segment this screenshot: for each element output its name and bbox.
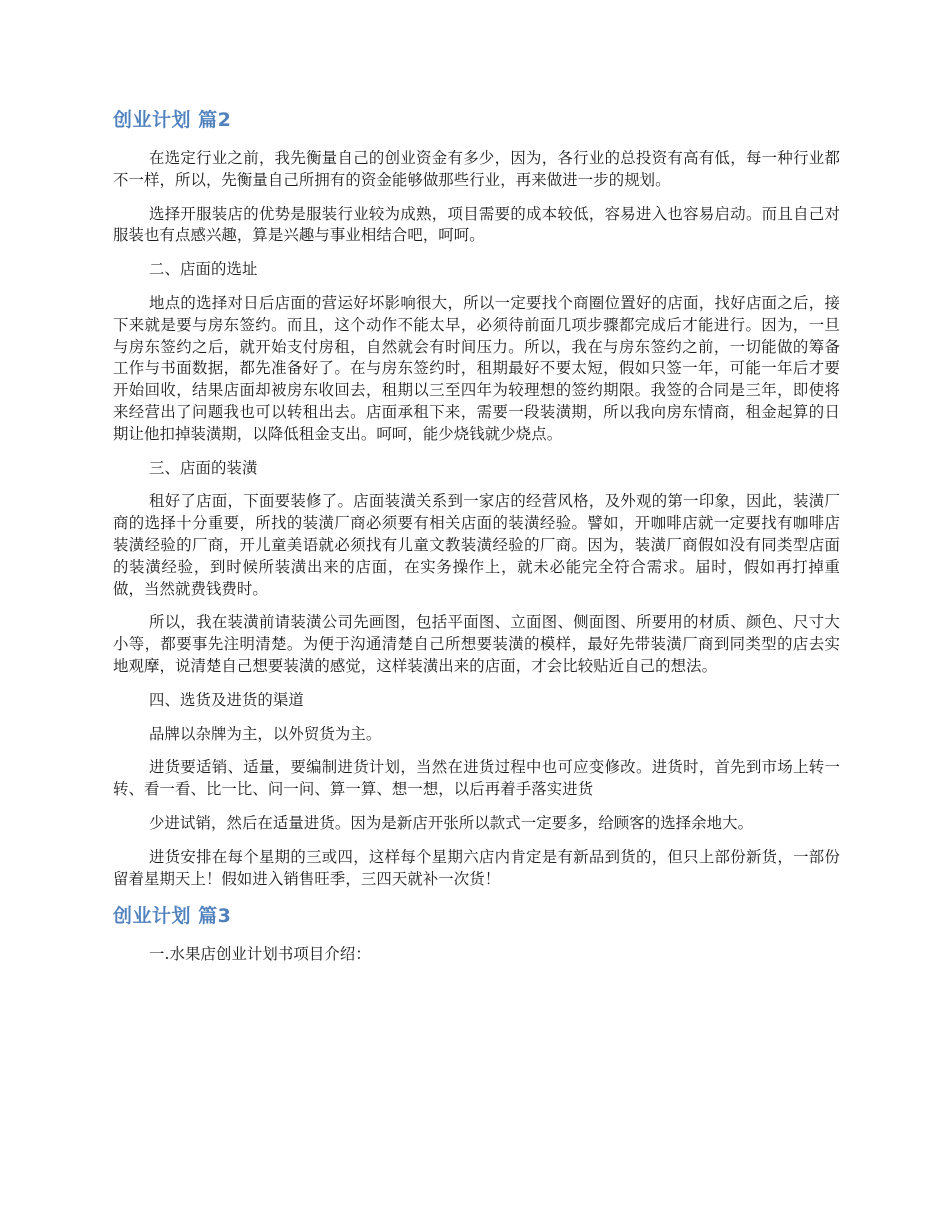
paragraph: 进货要适销、适量，要编制进货计划，当然在进货过程中也可应变修改。进货时，首先到市场上转一转、看一看、比一比、问一问、算一算、想一想，以后再着手落实进货: [113, 758, 840, 799]
paragraph: 少进试销，然后在适量进货。因为是新店开张所以款式一定要多，给顾客的选择余地大。: [149, 813, 754, 832]
paragraph: 一.水果店创业计划书项目介绍：: [149, 945, 371, 964]
paragraph: 所以，我在装潢前请装潢公司先画图，包括平面图、立面图、侧面图、所要用的材质、颜色、尺寸大小等，都要事先注明清楚。为便于沟通清楚自己所想要装潢的模样，最好先带装潢厂商到同类型的店去实地观摩，说清楚自己想要装潢的感觉，这样装潢出来的店面，才会比较贴近自己的想法。: [113, 613, 840, 675]
paragraph: 在选定行业之前，我先衡量自己的创业资金有多少，因为，各行业的总投资有高有低，每一种行业都不一样，所以，先衡量自己所拥有的资金能够做那些行业，再来做进一步的规划。: [113, 149, 840, 189]
paragraph: 品牌以杂牌为主，以外贸货为主。: [149, 724, 382, 743]
section-heading-3: 创业计划 篇3: [113, 905, 232, 928]
paragraph: 选择开服装店的优势是服装行业较为成熟，项目需要的成本较低，容易进入也容易启动。而且自己对服装也有点感兴趣，算是兴趣与事业相结合吧，呵呵。: [113, 204, 840, 245]
section-heading-2: 创业计划 篇2: [113, 109, 232, 131]
paragraph: 地点的选择对日后店面的营运好坏影响很大，所以一定要找个商圈位置好的店面，找好店面之后，接下来就是要与房东签约。而且，这个动作不能太早，必须待前面几项步骤都完成后才能进行。因为，一旦与房东签约之后，就开始支付房租，自然就会有时间压力。所以，我在与房东签约之前，一切能做的筹备工作与书面数据，都先准备好了。在与房东签约时，租期最好不要太短，假如只签一年，可能一年后才要开始回收，结果店面却被房东收回去，租期以三至四年为较理想的签约期限。我签的合同是三年，即使将来经营出了问题我也可以转租出去。店面承租下来，需要一段装潢期，所以我向房东情商，租金起算的日期让他扣掉装潢期，以降低租金支出。呵呵，能少烧钱就少烧点。: [113, 293, 840, 443]
paragraph: 进货安排在每个星期的三或四，这样每个星期六店内肯定是有新品到货的，但只上部份新货，一部份留着星期天上！假如进入销售旺季，三四天就补一次货！: [113, 847, 840, 888]
subheading-site-selection: 二、店面的选址: [149, 260, 258, 279]
document-page: [113, 106, 840, 978]
subheading-store-decoration: 三、店面的装潢: [149, 458, 258, 477]
subheading-purchasing-channels: 四、选货及进货的渠道: [149, 690, 304, 709]
paragraph: 租好了店面，下面要装修了。店面装潢关系到一家店的经营风格，及外观的第一印象，因此，装潢厂商的选择十分重要，所找的装潢厂商必须要有相关店面的装潢经验。譬如，开咖啡店就一定要找有咖啡店装潢经验的厂商，开儿童美语就必须找有儿童文教装潢经验的厂商。因为，装潢厂商假如没有同类型店面的装潢经验，到时候所装潢出来的店面，在实务操作上，就未必能完全符合需求。届时，假如再打掉重做，当然就费钱费时。: [113, 492, 840, 598]
